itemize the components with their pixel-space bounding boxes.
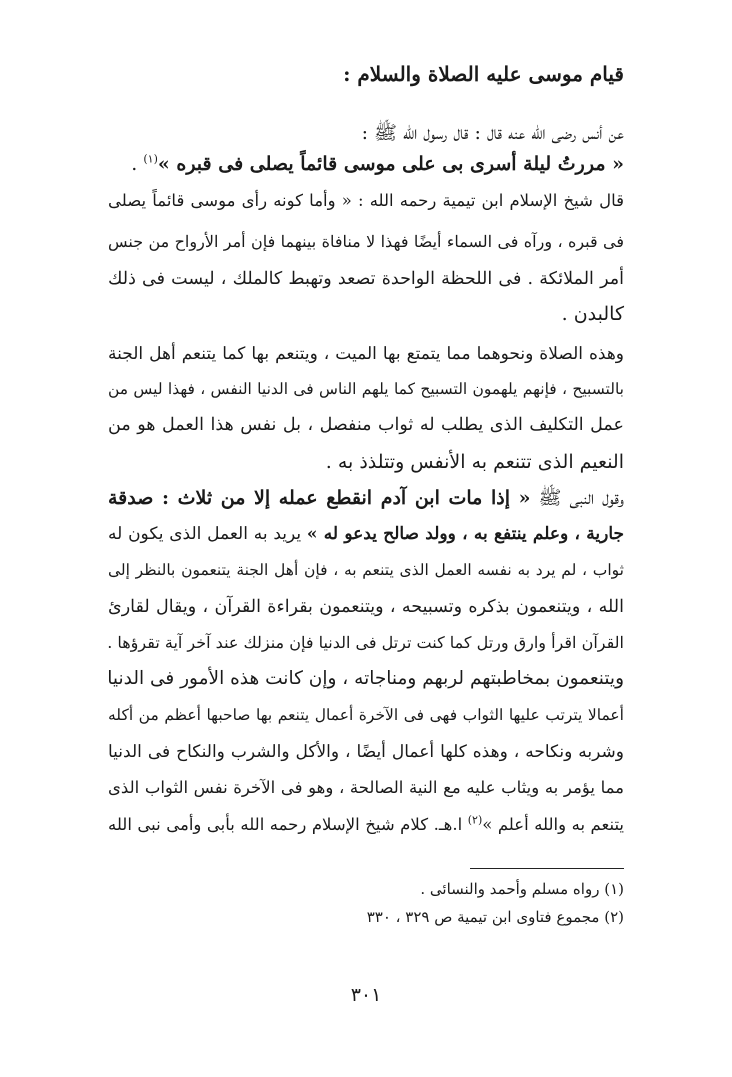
hadith-quote-2-start: « إذا مات ابن آدم انقطع عمله إلا من ثلاث : صدقة — [108, 487, 531, 509]
text-line-15: القرآن اقرأ وارق ورتل كما كنت ترتل فى الدنيا فإن منزلك عند آخر آية تقرؤها . — [107, 633, 624, 652]
text-line-7: وهذه الصلاة ونحوهما مما يتمتع بها الميت ، ويتنعم بها كما يتنعم أهل الجنة — [108, 344, 624, 364]
hadith-quote-2-end: جارية ، وعلم ينتفع به ، وولد صالح يدعو له » — [306, 524, 625, 544]
text-line-6: كالبدن . — [561, 303, 624, 325]
text-line-2 — [131, 149, 624, 179]
footnote-2: (٢) مجموع فتاوى ابن تيمية ص ٣٢٩ ، ٣٣٠ — [366, 908, 624, 926]
text-line-13: ثواب ، لم يرد به نفسه العمل الذى يتنعم به ، فإن أهل الجنة يتنعمون بالنظر إلى — [108, 561, 624, 579]
footnote-1: (١) رواه مسلم وأحمد والنسائى . — [420, 880, 624, 898]
text-line-20 — [108, 810, 624, 840]
text-line-9: عمل التكليف الذى يطلب له ثواب منفصل ، بل نفس هذا العمل هو من — [108, 415, 624, 435]
text-line-19: مما يؤمر به ويثاب عليه مع النية الصالحة ، وهو فى الآخرة نفس الثواب الذى — [108, 778, 624, 797]
line-11-plain: وقول النبى ﷺ — [538, 487, 625, 509]
line-end-period: . — [131, 153, 138, 175]
line-20-start: يتنعم به والله أعلم » — [482, 815, 625, 834]
text-line-8: بالتسبيح ، فإنهم يلهمون التسبيح كما يلهم الناس فى الدنيا النفس ، فهذا ليس من — [108, 380, 624, 398]
line-20-end: ا.هـ. كلام شيخ الإسلام رحمه الله بأبى وأمى نبى الله — [108, 815, 463, 834]
text-line-17: أعمالا يترتب عليها الثواب فهى فى الآخرة أعمال يتنعم بها صاحبها أعظم من أكله — [108, 706, 624, 724]
text-line-12 — [108, 519, 624, 549]
footnote-ref-2: (٢) — [467, 813, 483, 827]
footnote-divider — [470, 868, 624, 869]
page-number: ٣٠١ — [350, 984, 382, 1006]
text-line-10: النعيم الذى تتنعم به الأنفس وتتلذذ به . — [325, 451, 624, 473]
line-12-plain: يريد به العمل الذى يكون له — [108, 524, 302, 544]
text-line-4: فى قبره ، ورآه فى السماء أيضًا فهذا لا منافاة بينهما فإن أمر الأرواح من جنس — [108, 232, 624, 251]
text-line-5: أمر الملائكة . فى اللحظة الواحدة تصعد وتهبط كالملك ، ليست فى ذلك — [108, 269, 624, 289]
text-line-14: الله ، ويتنعمون بذكره وتسبيحه ، ويتنعمون بقراءة القرآن ، ويقال لقارئ — [108, 597, 624, 617]
text-line-18: وشربه ونكاحه ، وهذه كلها أعمال أيضًا ، والأكل والشرب والنكاح فى الدنيا — [108, 742, 624, 762]
text-line-1: عن أنس رضى الله عنه قال : قال رسول الله ﷺ : — [361, 122, 624, 144]
text-line-11 — [108, 483, 624, 513]
hadith-quote: « مررتُ ليلة أسرى بى على موسى قائماً يصلى فى قبره » — [157, 153, 624, 175]
section-heading: قيام موسى عليه الصلاة والسلام : — [343, 62, 624, 86]
text-line-16: ويتنعمون بمخاطبتهم لربهم ومناجاته ، وإن كانت هذه الأمور فى الدنيا — [107, 668, 624, 689]
text-line-3: قال شيخ الإسلام ابن تيمية رحمه الله : « وأما كونه رأى موسى قائماً يصلى — [108, 191, 624, 210]
footnote-ref-1: (١) — [143, 152, 158, 166]
